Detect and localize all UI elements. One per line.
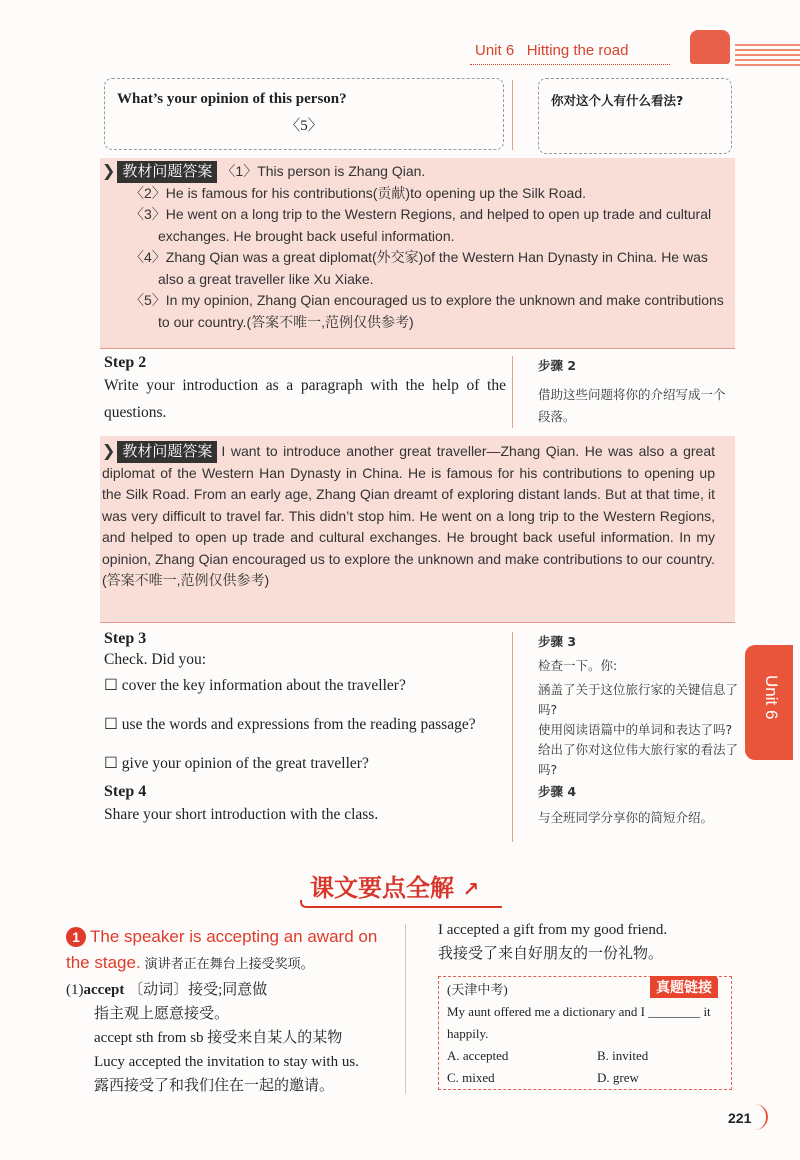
checklist-text: give your opinion of the great traveller? — [121, 755, 369, 772]
answer-block-2 — [100, 436, 735, 623]
checklist-text: use the words and expressions from the reading passage? — [121, 716, 476, 733]
exam-option[interactable]: B. invited — [597, 1048, 649, 1063]
checklist-text-cn: 涵盖了关于这位旅行家的关键信息了吗? — [538, 682, 739, 717]
step-text: Share your short introduction with the class. — [104, 806, 379, 823]
exam-option[interactable]: C. mixed — [447, 1070, 495, 1085]
example-en: I accepted a gift from my good friend. — [438, 922, 668, 938]
vocab-pos: 〔动词〕接受;同意做 — [128, 982, 268, 998]
example-cn: 露西接受了和我们住在一起的邀请。 — [94, 1078, 335, 1094]
step-title: Step 4 — [104, 783, 147, 800]
step-intro: Check. Did you: — [104, 651, 207, 668]
column-divider — [512, 80, 513, 150]
question-en: What’s your opinion of this person? — [117, 91, 347, 107]
example-cn: 我接受了来自好朋友的一份礼物。 — [438, 946, 664, 962]
step-title: Step 2 — [104, 354, 147, 371]
vocab-meaning: 指主观上愿意接受。 — [94, 1006, 230, 1022]
exam-option[interactable]: A. accepted — [447, 1048, 509, 1063]
checklist-text-cn: 使用阅读语篇中的单词和表达了吗? — [538, 722, 733, 737]
question-number: 〈5〉 — [285, 118, 323, 134]
side-tab-label: Unit 6 — [762, 675, 781, 720]
chevron-right-icon: ❯ — [102, 161, 116, 180]
checklist-text-cn: 给出了你对这位伟大旅行家的看法了吗? — [538, 742, 739, 777]
header-divider — [470, 64, 670, 65]
answer-line: 〈1〉This person is Zhang Qian. — [221, 163, 426, 179]
page-number-bracket — [752, 1104, 768, 1130]
key-sentence: The speaker is accepting an award on the stage. — [66, 927, 378, 972]
answer-line: 〈2〉He is famous for his contributions(贡献)to opening up the Silk Road. — [130, 184, 586, 201]
step-title: Step 3 — [104, 630, 147, 647]
answer-line: 〈3〉He went on a long trip to the Western Regions, and helped to open up trade and cultural exchanges. He brought back useful information. — [130, 206, 712, 244]
step-intro-cn: 检查一下。你: — [538, 658, 618, 673]
answer-tag: 教材问题答案 — [117, 161, 217, 183]
step-text-cn: 借助这些问题将你的介绍写成一个段落。 — [538, 387, 726, 424]
answer-paragraph: I want to introduce another great traveller—Zhang Qian. He was also a great diplomat of the Western Han Dynasty in China. He is famous for his contributions to opening up the Silk Road. From an early age, Zhang Qian dreamt of exploring distant lands. But at that time, it was very difficult to travel far. This didn’t stop him. He went on a long trip to the Western Regions, and helped to open up trade and cultural exchanges. He brought back useful information. In my opinion, Zhang Qian encouraged us to explore the unknown and make contributions to our country.(答案不唯一,范例仅供参考) — [102, 443, 715, 588]
answer-block-1 — [100, 158, 735, 349]
section-title — [310, 868, 479, 903]
step3-cn — [538, 632, 738, 828]
page-number: 221 — [728, 1110, 752, 1126]
exam-option[interactable]: D. grew — [597, 1070, 639, 1085]
column-divider — [512, 356, 513, 428]
section-title-text: 课文要点全解 — [310, 874, 454, 902]
unit-side-tab[interactable] — [745, 645, 793, 760]
step-text-cn: 与全班同学分享你的简短介绍。 — [538, 810, 714, 825]
step-text: Write your introduction as a paragraph with the help of the questions. — [104, 377, 506, 421]
opinion-question-box — [104, 78, 504, 150]
exam-source: (天津中考) — [447, 982, 508, 997]
sub-label: (1) — [66, 982, 84, 998]
checklist-item[interactable]: ☐ cover the key information about the traveller? — [104, 677, 406, 694]
step2-section — [104, 354, 506, 426]
chevron-right-icon: ❯ — [102, 441, 116, 460]
checklist-item[interactable]: ☐ give your opinion of the great traveller? — [104, 755, 369, 772]
example-2 — [438, 918, 738, 966]
step-title-cn: 步骤 2 — [538, 358, 577, 373]
example-en: Lucy accepted the invitation to stay with us. — [94, 1054, 359, 1070]
exam-question: My aunt offered me a dictionary and I ________ it happily. — [447, 1004, 711, 1041]
header-stripes — [735, 44, 800, 66]
step-title-cn: 步骤 4 — [538, 784, 577, 799]
step-title-cn: 步骤 3 — [538, 634, 577, 649]
unit-title: Hitting the road — [526, 42, 629, 59]
vocab-phrase: accept sth from sb 接受来自某人的某物 — [94, 1030, 343, 1046]
step3-section — [104, 630, 509, 828]
step2-cn — [538, 356, 734, 428]
opinion-question-cn-box — [538, 78, 732, 154]
answer-tag: 教材问题答案 — [117, 441, 217, 463]
checklist-text: cover the key information about the traveller? — [121, 677, 406, 694]
running-header — [475, 42, 628, 59]
vocab-word: accept — [83, 982, 125, 998]
column-divider — [405, 924, 406, 1094]
answer-line: 〈4〉Zhang Qian was a great diplomat(外交家)of the Western Han Dynasty in China. He was also a great traveller like Xu Xiake. — [130, 249, 708, 287]
key-sentence-cn: 演讲者正在舞台上接受奖项。 — [144, 957, 314, 972]
point-number-badge: 1 — [66, 927, 86, 947]
column-divider — [512, 632, 513, 842]
book-icon — [690, 30, 730, 64]
question-cn: 你对这个人有什么看法? — [551, 93, 684, 108]
key-point-1 — [66, 924, 392, 1098]
unit-label: Unit 6 — [475, 42, 515, 59]
arrow-up-right-icon: ↗ — [462, 877, 480, 901]
exam-link-tag: 真题链接 — [650, 976, 718, 998]
checklist-item[interactable]: ☐ use the words and expressions from the reading passage? — [104, 716, 476, 733]
answer-line: 〈5〉In my opinion, Zhang Qian encouraged us to explore the unknown and make contributions to our country.(答案不唯一,范例仅供参考) — [130, 292, 724, 330]
